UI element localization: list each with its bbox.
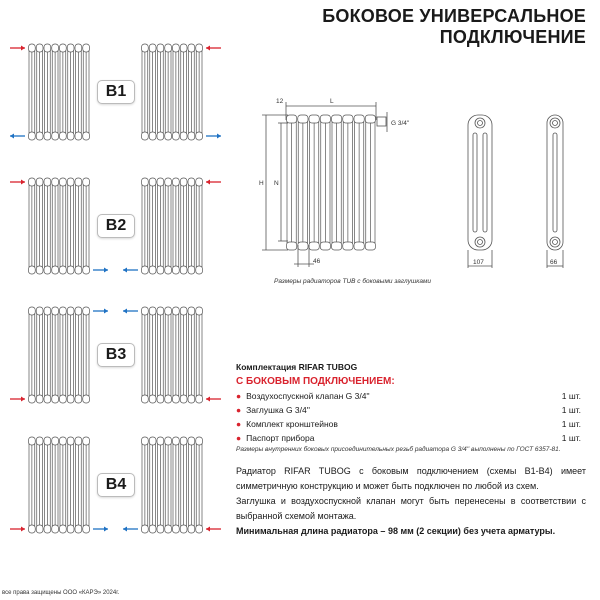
kit-subheading: С БОКОВЫМ ПОДКЛЮЧЕНИЕМ: — [236, 376, 395, 387]
kit-heading: Комплектация RIFAR TUBOG — [236, 362, 358, 372]
footer-copyright: все права защищены ООО «КАРЭ» 2024г. — [2, 590, 120, 596]
radiator-front-view — [287, 115, 376, 250]
scheme-label-b3: B3 — [97, 343, 135, 367]
kit-item-qty: 1 шт. — [561, 405, 581, 415]
scheme-label-b1: B1 — [97, 80, 135, 104]
return-arrow — [123, 309, 138, 314]
kit-item-name-wrap — [236, 391, 370, 401]
kit-item-qty: 1 шт. — [561, 391, 581, 401]
return-arrow — [93, 527, 108, 532]
supply-arrow — [206, 180, 221, 185]
title-line-1: БОКОВОЕ УНИВЕРСАЛЬНОЕ — [322, 6, 586, 26]
kit-item — [236, 405, 581, 415]
radiator-right — [142, 307, 203, 403]
return-arrow — [93, 309, 108, 314]
dim-46-label: 46 — [313, 258, 321, 265]
page-title — [322, 6, 586, 48]
drawing-caption: Размеры радиаторов TUB с боковыми заглушками — [274, 278, 432, 285]
kit-item-name: Комплект кронштейнов — [246, 419, 338, 429]
scheme-label-b4: B4 — [97, 473, 135, 497]
kit-item — [236, 419, 581, 429]
radiator-side-view-107 — [468, 115, 492, 250]
dim-66-label: 66 — [550, 259, 558, 266]
kit-item-name-wrap — [236, 433, 314, 443]
kit-item-name: Воздухоспускной клапан G 3/4'' — [246, 391, 370, 401]
dimension-drawing — [250, 90, 600, 290]
kit-item-qty: 1 шт. — [561, 419, 581, 429]
dim-H-label: H — [259, 180, 264, 187]
bullet-icon: ● — [236, 391, 242, 401]
return-arrow — [10, 134, 25, 139]
bullet-icon: ● — [236, 433, 242, 443]
dim-12-label: 12 — [276, 98, 284, 105]
radiator-front — [287, 115, 376, 250]
radiator-left — [29, 44, 90, 140]
radiator-left — [29, 178, 90, 274]
kit-item-name: Заглушка G 3/4'' — [246, 405, 310, 415]
supply-arrow — [10, 527, 25, 532]
scheme-label-b2: B2 — [97, 214, 135, 238]
radiator-side-view-66 — [547, 115, 563, 250]
kit-note: Размеры внутренних боковых присоединительных резьб радиатора G 3/4'' выполнены по ГОСТ 6357-81. — [236, 446, 561, 453]
kit-item-name: Паспорт прибора — [246, 433, 315, 443]
bullet-icon: ● — [236, 419, 242, 429]
radiator-left — [29, 307, 90, 403]
return-arrow — [206, 134, 221, 139]
return-arrow — [93, 268, 108, 273]
radiator-right — [142, 437, 203, 533]
dim-thread-label: G 3/4'' — [391, 120, 410, 127]
kit-item — [236, 391, 581, 401]
kit-item-name-wrap — [236, 405, 310, 415]
supply-arrow — [206, 527, 221, 532]
radiator-left — [29, 437, 90, 533]
bullet-icon: ● — [236, 405, 242, 415]
title-line-2: ПОДКЛЮЧЕНИЕ — [439, 27, 586, 47]
dim-N-label: N — [274, 180, 279, 187]
description-p1: Радиатор RIFAR TUBOG с боковым подключением (схемы В1-В4) имеет симметричную конструкцию и может быть подключен по любой из схем. — [236, 466, 586, 491]
return-arrow — [123, 527, 138, 532]
description — [236, 464, 586, 539]
supply-arrow — [10, 397, 25, 402]
description-min-length: Минимальная длина радиатора – 98 мм (2 секции) без учета арматуры. — [236, 526, 556, 536]
kit-item — [236, 433, 581, 443]
dim-107-label: 107 — [473, 259, 484, 266]
supply-arrow — [206, 397, 221, 402]
kit-item-name-wrap — [236, 419, 338, 429]
description-p2: Заглушка и воздухоспускной клапан могут быть перенесены в соответствии с выбранной схемой монтажа. — [236, 496, 586, 521]
supply-arrow — [10, 46, 25, 51]
supply-arrow — [206, 46, 221, 51]
return-arrow — [123, 268, 138, 273]
dim-L-label: L — [330, 98, 334, 105]
kit-item-qty: 1 шт. — [561, 433, 581, 443]
radiator-right — [142, 178, 203, 274]
supply-arrow — [10, 180, 25, 185]
radiator-right — [142, 44, 203, 140]
